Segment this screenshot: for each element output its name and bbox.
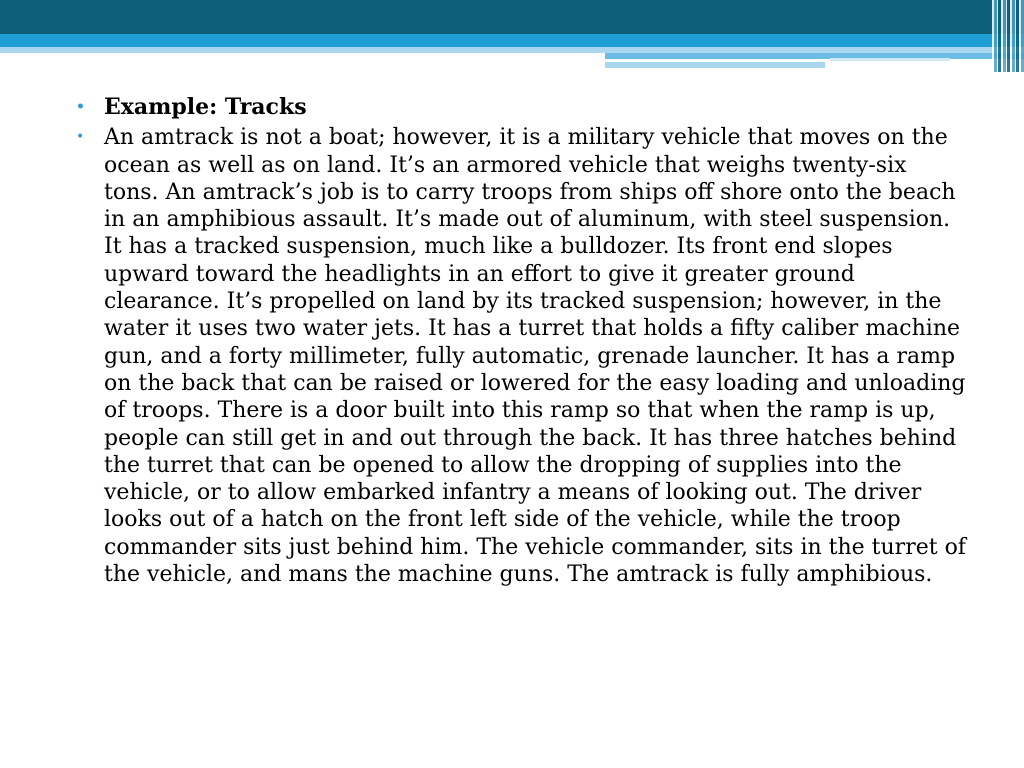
slide-header-banner	[0, 0, 1024, 72]
slide-body	[76, 94, 968, 591]
bullet-text: Example: Tracks	[104, 94, 307, 120]
header-accent-line	[605, 53, 1024, 59]
header-accent-line	[605, 62, 825, 68]
header-decorative-stripes	[992, 0, 1024, 72]
bullet-paragraph	[76, 124, 968, 588]
header-accent-line	[830, 58, 950, 61]
bullet-icon: •	[76, 129, 85, 146]
header-band-dark	[0, 0, 1024, 34]
bullet-heading	[76, 94, 968, 121]
bullet-text: An amtrack is not a boat; however, it is a military vehicle that moves on the ocean as well as on land. It’s an armored vehicle that weighs twenty-six tons. An amtrack’s job is to carry troops from ships off shore onto the beach in an amphibious assault. It’s made out of aluminum, with steel suspension. It has a tracked suspension, much like a bulldozer. Its front end slopes upward toward the headlights in an effort to give it greater ground clearance. It’s propelled on land by its tracked suspension; however, in the water it uses two water jets. It has a turret that holds a fifty caliber machine gun, and a forty millimeter, fully automatic, grenade launcher. It has a ramp on the back that can be raised or lowered for the easy loading and unloading of troops. There is a door built into this ramp so that when the ramp is up, people can still get in and out through the back. It has three hatches behind the turret that can be opened to allow the dropping of supplies into the vehicle, or to allow embarked infantry a means of looking out. The driver looks out of a hatch on the front left side of the vehicle, while the troop commander sits just behind him. The vehicle commander, sits in the turret of the vehicle, and mans the machine guns. The amtrack is fully amphibious.	[104, 125, 966, 588]
header-band-mid	[0, 34, 1024, 47]
bullet-icon: •	[76, 99, 85, 115]
